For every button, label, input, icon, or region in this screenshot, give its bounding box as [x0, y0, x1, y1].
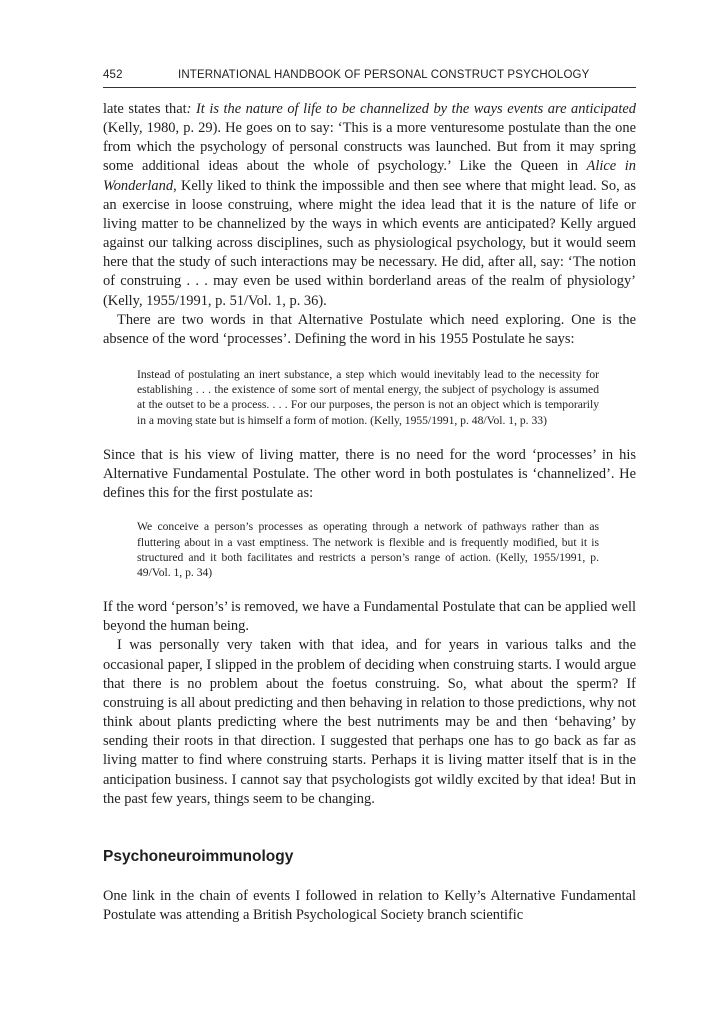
running-head-title: INTERNATIONAL HANDBOOK OF PERSONAL CONSTRUCT PSYCHOLOGY [178, 69, 590, 81]
block-quote-2: We conceive a person’s processes as operating through a network of pathways rather than as fluttering about in a vast emptiness. The network is flexible and is frequently modified, but it is structured and it both facilitates and restricts a person’s range of action. (Kelly, 1955/1991, p. 49/Vol. 1, p. 34) [137, 520, 599, 579]
section-heading: Psychoneuroimmunology [103, 847, 294, 865]
p1-text-a: late states that [103, 101, 187, 117]
block-quote-1: Instead of postulating an inert substance, a step which would inevitably lead to the necessity for establishing . . . the existence of some sort of mental energy, the subject of psychology is assumed at the outset to be a process. . . . For our purposes, the person is not an object which is temporarily in a moving state but is himself a form of motion. (Kelly, 1955/1991, p. 48/Vol. 1, p. 33) [137, 368, 599, 427]
running-header [103, 69, 636, 85]
p1-text-d: (Kelly, 1980, p. 29). He goes on to say: ‘This is a more venturesome postulate than the one from which the psychology of personal constructs was launched. But from it may spring some additional ideas about the whole of psychology.’ Like the Queen in [103, 120, 636, 175]
body-text [103, 100, 636, 925]
paragraph-1 [103, 100, 636, 311]
paragraph-2: There are two words in that Alternative Postulate which need exploring. One is the absence of the word ‘processes’. Defining the word in his 1955 Postulate he says: [103, 311, 636, 347]
paragraph-5: I was personally very taken with that idea, and for years in various talks and the occasional paper, I slipped in the problem of deciding when construing starts. I would argue that there is no problem about the foetus construing. So, what about the sperm? If construing is all about predicting and then behaving in relation to those predictions, why not think about plants predicting where the best nutriments may be and then ‘behaving’ by sending their roots in that direction. I suggested that perhaps one has to go back as far as living matter to find where construing starts. Perhaps it is living matter itself that is in the anticipation business. I cannot say that psychologists got wildly excited by that idea! But in the past few years, things seem to be changing. [103, 637, 636, 807]
paragraph-3: Since that is his view of living matter, there is no need for the word ‘processes’ in his Alternative Fundamental Postulate. The other word in both postulates is ‘channelized’. He defines this for the first postulate as: [103, 446, 636, 502]
p1-colon: : [186, 101, 196, 117]
page-number: 452 [103, 69, 123, 81]
header-rule [103, 87, 636, 88]
p1-text-f: , Kelly liked to think the impossible and then see where that might lead. So, as an exercise in loose construing, where might the idea lead that it is the nature of life or living matter to be channelized by the ways in which events are anticipated? Kelly argued against our talking across disciplines, such as physiological psychology, but it would seem here that the study of such interactions may be necessary. He did, after all, say: ‘The notion of construing . . . may even be used within borderland areas of the realm of physiology’ (Kelly, 1955/1991, p. 51/Vol. 1, p. 36). [103, 177, 636, 309]
p1-italic-alice: Alice in Wonderland [103, 158, 636, 194]
p1-italic-postulate: It is the nature of life to be channelized by the ways events are anticipated [195, 101, 636, 117]
paragraph-6: One link in the chain of events I followed in relation to Kelly’s Alternative Fundamental Postulate was attending a British Psychological Society branch scientific [103, 887, 636, 923]
paragraph-4: If the word ‘person’s’ is removed, we have a Fundamental Postulate that can be applied well beyond the human being. [103, 599, 636, 635]
